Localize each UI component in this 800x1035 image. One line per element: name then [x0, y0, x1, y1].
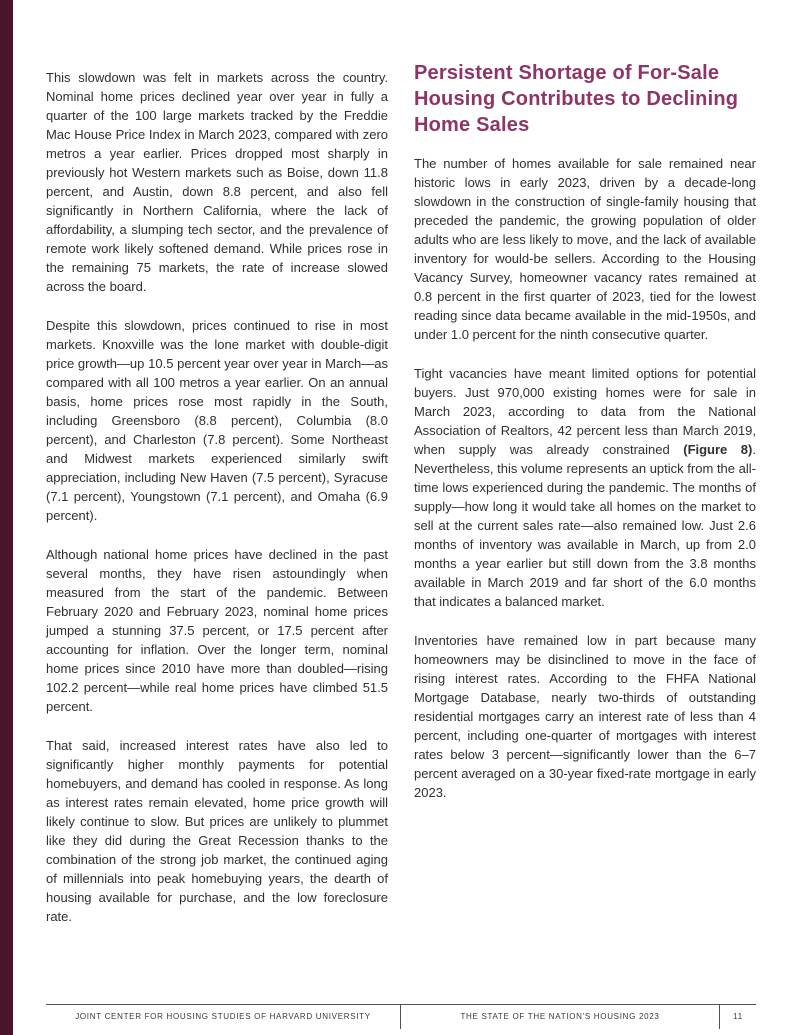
- footer-row: [46, 1005, 756, 1029]
- page-footer: [46, 1004, 756, 1029]
- right-paragraph-3: Inventories have remained low in part because many homeowners may be disinclined to move in the face of rising interest rates. According to the FHFA National Mortgage Database, nearly two-thirds of outstanding residential mortgages carry an interest rate of less than 4 percent, including one-quarter of mortgages with interest rates below 3 percent—significantly lower than the 6–7 percent averaged on a 30-year fixed-rate mortgage in early 2023.: [414, 633, 756, 800]
- figure-8-reference: (Figure 8): [683, 442, 753, 457]
- right-paragraph-2-text-after: . Nevertheless, this volume represents an uptick from the all-time lows experienced during the pandemic. The months of supply—how long it would take all homes on the market to sell at the current sales rate—also remained low. Just 2.6 months of inventory was available in March, up from 2.0 months a year earlier but still down from the 3.8 months available in March 2019 and far short of the 6.0 months that indicates a balanced market.: [414, 442, 756, 609]
- left-column: [46, 60, 388, 946]
- left-paragraph-2: Despite this slowdown, prices continued to rise in most markets. Knoxville was the lone market with double-digit price growth—up 10.5 percent year over year in March—as compared with all 100 metros a year earlier. On an annual basis, home prices rose most rapidly in the South, including Greensboro (8.8 percent), Columbia (8.0 percent), and Charleston (7.8 percent). Some Northeast and Midwest markets experienced similarly swift appreciation, including New Haven (7.5 percent), Syracuse (7.1 percent), Youngstown (7.1 percent), and Omaha (6.9 percent).: [46, 318, 388, 523]
- right-paragraph-2: [414, 364, 756, 611]
- section-heading: Persistent Shortage of For-Sale Housing Contributes to Declining Home Sales: [414, 62, 739, 136]
- right-paragraph-2-text-before: Tight vacancies have meant limited options for potential buyers. Just 970,000 existing homes were for sale in March 2023, according to data from the National Association of Realtors, 42 percent less than March 2019, when supply was already constrained: [414, 366, 756, 457]
- left-paragraph-4: That said, increased interest rates have also led to significantly higher monthly payments for potential homebuyers, and demand has cooled in response. As long as interest rates remain elevated, home price growth will likely continue to slow. But prices are unlikely to plummet like they did during the Great Recession thanks to the combination of the strong job market, the continued aging of millennials into peak homebuying years, the dearth of housing available for purchase, and the low foreclosure rate.: [46, 738, 388, 924]
- left-paragraph-3: Although national home prices have declined in the past several months, they have risen astoundingly when measured from the start of the pandemic. Between February 2020 and February 2023, nominal home prices jumped a stunning 37.5 percent, or 17.5 percent after accounting for inflation. Over the longer term, nominal home prices since 2010 have more than doubled—rising 102.2 percent—while real home prices have climbed 51.5 percent.: [46, 547, 388, 714]
- right-paragraph-1: The number of homes available for sale remained near historic lows in early 2023, driven by a decade-long slowdown in the construction of single-family housing that preceded the pandemic, the growing population of older adults who are less likely to move, and the lack of available inventory for would-be sellers. According to the Housing Vacancy Survey, homeowner vacancy rates remained at 0.8 percent in the first quarter of 2023, tied for the lowest reading since data became available in the mid-1950s, and under 1.0 percent for the ninth consecutive quarter.: [414, 156, 756, 342]
- footer-publisher-text: JOINT CENTER FOR HOUSING STUDIES OF HARVARD UNIVERSITY: [46, 1005, 401, 1029]
- page-number: 11: [733, 1012, 743, 1021]
- left-paragraph-1: This slowdown was felt in markets across the country. Nominal home prices declined year over year in fully a quarter of the 100 large markets tracked by the Freddie Mac House Price Index in March 2023, compared with zero metros a year earlier. Prices dropped most sharply in previously hot Western markets such as Boise, down 11.8 percent, and Austin, down 8.8 percent, and also fell significantly in Northern California, where the lack of affordability, a slumping tech sector, and the prevalence of remote work likely softened demand. While prices rose in the remaining 75 markets, the rate of increase slowed across the board.: [46, 70, 388, 294]
- left-accent-bar: [0, 0, 13, 1035]
- right-column: [414, 60, 756, 946]
- footer-report-title: THE STATE OF THE NATION'S HOUSING 2023: [401, 1005, 720, 1029]
- page-content: [46, 60, 756, 946]
